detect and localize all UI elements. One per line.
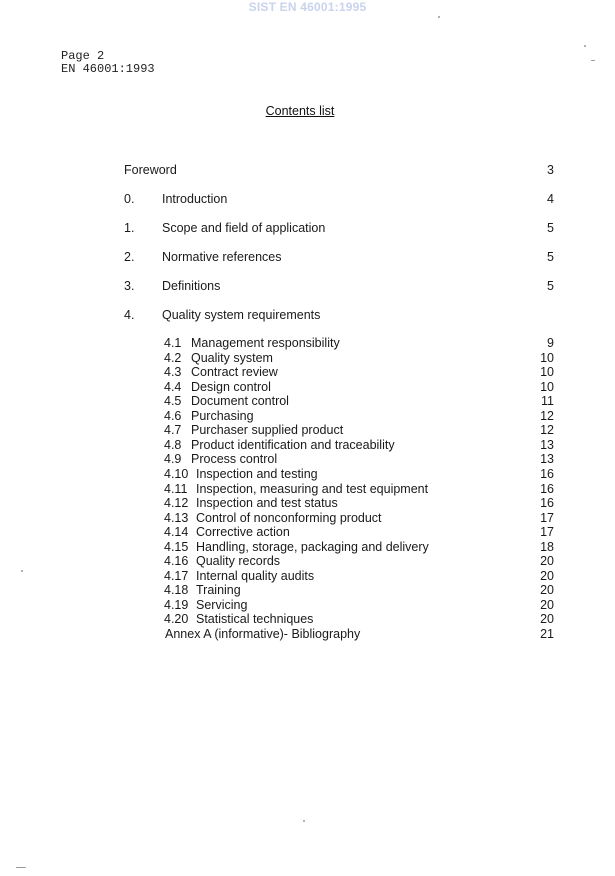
- toc-entry-page: 5: [547, 250, 554, 264]
- toc-entry-page: 3: [547, 163, 554, 177]
- toc-subentry-label: Management responsibility: [191, 336, 340, 350]
- toc-subentry-label: Corrective action: [196, 525, 290, 539]
- toc-entry-page: 5: [547, 279, 554, 293]
- toc-entry-number: 0.: [124, 192, 135, 206]
- toc-subentry-page: 16: [540, 467, 554, 481]
- toc-subentry-page: 12: [540, 423, 554, 437]
- toc-subentry-page: 16: [540, 482, 554, 496]
- toc-subentry-label: Quality records: [196, 554, 281, 568]
- toc-subentry-number: 4.10: [164, 467, 189, 481]
- toc-subentry-number: 4.19: [164, 598, 189, 612]
- toc-subentry-page: 16: [540, 496, 554, 510]
- toc-subentry-label: Control of nonconforming product: [196, 511, 382, 525]
- toc-subentry-label: Inspection and test status: [196, 496, 338, 510]
- toc-subentry-page: 20: [540, 554, 554, 568]
- toc-subentry-number: 4.16: [164, 554, 189, 568]
- toc-subentry-page: 20: [540, 598, 554, 612]
- toc-entry-page: 5: [547, 221, 554, 235]
- toc-subentry-number: 4.5: [164, 394, 182, 408]
- toc-subentry-label: Product identification and traceability: [191, 438, 395, 452]
- toc-entry-label: Foreword: [124, 163, 177, 177]
- toc-subentry-number: 4.18: [164, 583, 189, 597]
- toc-subentry-label: Process control: [191, 452, 278, 466]
- toc-entry-label: Quality system requirements: [162, 308, 321, 322]
- toc-subentry-number: 4.12: [164, 496, 189, 510]
- toc-subentry-page: 12: [540, 409, 554, 423]
- toc-subentry-number: 4.14: [164, 525, 189, 539]
- toc-subentry-number: 4.13: [164, 511, 189, 525]
- toc-subentry-page: 20: [540, 583, 554, 597]
- toc-subentry-page: 10: [540, 365, 554, 379]
- toc-subentry-number: 4.1: [164, 336, 182, 350]
- toc-subentry-label: Training: [196, 583, 241, 597]
- toc-entry-number: 3.: [124, 279, 135, 293]
- toc-subentry-number: 4.8: [164, 438, 182, 452]
- toc-subentry-label: Document control: [191, 394, 289, 408]
- toc-subentry-label: Inspection and testing: [196, 467, 318, 481]
- toc-subentry-label: Contract review: [191, 365, 278, 379]
- toc-subentry-page: 20: [540, 612, 554, 626]
- watermark: SIST EN 46001:1995: [248, 0, 367, 14]
- toc-subentry-page: 10: [540, 351, 554, 365]
- toc-subentry-number: 4.2: [164, 351, 182, 365]
- toc-subentry-number: 4.15: [164, 540, 189, 554]
- toc-subentry-page: 18: [540, 540, 554, 554]
- toc-entry-label: Scope and field of application: [162, 221, 326, 235]
- toc-subentry-label: Purchasing: [191, 409, 254, 423]
- toc-subentry-page: 9: [547, 336, 554, 350]
- toc-subentry-label: Internal quality audits: [196, 569, 315, 583]
- toc-subentry-page: 11: [541, 394, 554, 408]
- toc-subentry-page: 10: [540, 380, 554, 394]
- toc-subentry-number: 4.4: [164, 380, 182, 394]
- toc-subentry-number: 4.20: [164, 612, 189, 626]
- toc-subentry-number: 4.9: [164, 452, 182, 466]
- toc-subentry-label: Handling, storage, packaging and delivery: [196, 540, 429, 554]
- toc-subentry-label: Quality system: [191, 351, 273, 365]
- toc-subentry-label: Design control: [191, 380, 271, 394]
- page-title: Contents list: [265, 104, 335, 118]
- toc-entry-label: Introduction: [162, 192, 228, 206]
- toc-subentry-number: 4.17: [164, 569, 189, 583]
- toc-subentry-label: Purchaser supplied product: [191, 423, 344, 437]
- document-id: EN 46001:1993: [61, 61, 155, 76]
- toc-entry-label: Definitions: [162, 279, 221, 293]
- toc-subentry-number: 4.11: [164, 482, 188, 496]
- toc-subentry-number: 4.3: [164, 365, 182, 379]
- toc-subentry-label: Inspection, measuring and test equipment: [196, 482, 429, 496]
- toc-subentry-number: 4.7: [164, 423, 182, 437]
- toc-entry-number: 4.: [124, 308, 135, 322]
- toc-entry-number: 2.: [124, 250, 135, 264]
- toc-subentry-page: 13: [540, 438, 554, 452]
- toc-entry-label: Normative references: [162, 250, 282, 264]
- toc-subentry-label: Servicing: [196, 598, 248, 612]
- toc-subentry-page: 13: [540, 452, 554, 466]
- toc-subentry-label: Statistical techniques: [196, 612, 314, 626]
- toc-entry-number: 1.: [124, 221, 135, 235]
- toc-subentry-number: 4.6: [164, 409, 182, 423]
- page-number: Page 2: [61, 49, 105, 63]
- toc-subentry-page: 17: [540, 525, 554, 539]
- toc-annex-label: Annex A (informative)- Bibliography: [165, 627, 361, 641]
- toc-subentry-page: 20: [540, 569, 554, 583]
- toc-entry-page: 4: [547, 192, 554, 206]
- toc-annex-page: 21: [540, 627, 554, 641]
- toc-subentry-page: 17: [540, 511, 554, 525]
